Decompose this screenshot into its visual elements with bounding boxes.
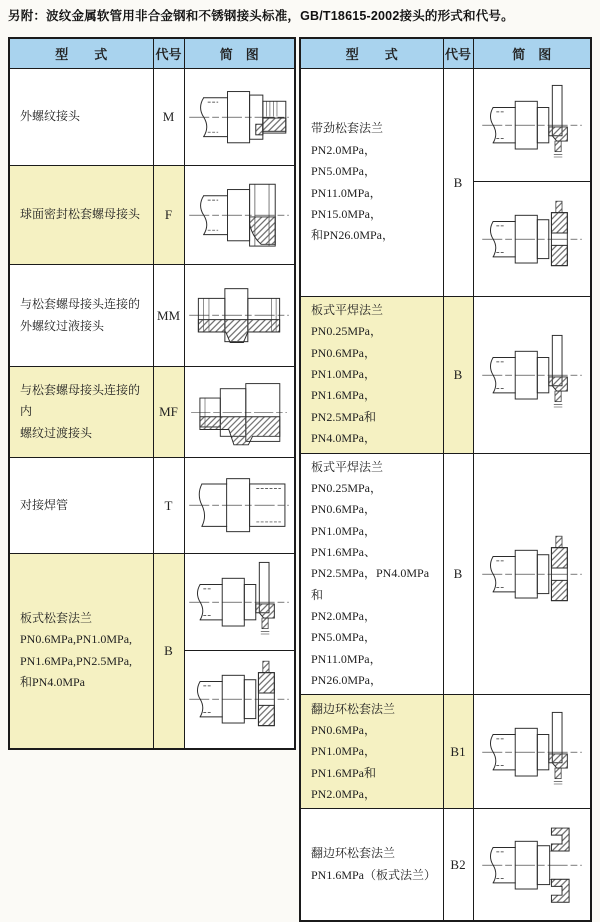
fitting-type-cell <box>300 69 443 297</box>
right-fittings-table <box>299 37 592 922</box>
fitting-type-line: 板式平焊法兰 <box>311 459 384 474</box>
diagram-cell <box>184 367 295 458</box>
diagram-cell <box>184 69 295 166</box>
column-header-diagram: 简 图 <box>184 38 295 69</box>
column-header-diagram: 简 图 <box>473 38 591 69</box>
page-title: 另附：波纹金属软管用非合金钢和不锈钢接头标准，GB/T18615-2002接头的形式和代号。 <box>8 9 514 23</box>
diagram-flange-section <box>479 195 585 283</box>
fitting-code-cell: MM <box>153 265 184 367</box>
fitting-type-line: PN11.0MPa，PN15.0MPa， <box>311 185 383 221</box>
fitting-type-cell <box>300 297 443 454</box>
fitting-type-line: 外螺纹接头 <box>20 109 81 124</box>
fitting-type-cell <box>9 265 153 367</box>
fitting-code-cell: F <box>153 166 184 265</box>
diagram-cell <box>184 458 295 554</box>
fitting-type-cell <box>9 367 153 458</box>
fitting-type-line: PN0.25MPa，PN0.6MPa， <box>311 480 383 517</box>
fitting-type-cell <box>9 458 153 554</box>
fitting-type-line: PN1.0MPa，PN1.6MPa、 <box>311 523 377 559</box>
diagram-nipple-male-female <box>188 370 290 455</box>
fitting-type-line: 对接焊管 <box>20 497 69 512</box>
fitting-code-cell: B <box>443 297 473 454</box>
fitting-code-cell: MF <box>153 367 184 458</box>
diagram-flange-section <box>479 530 585 618</box>
column-header-code: 代号 <box>153 38 184 69</box>
fitting-type-line: PN1.6MPa（板式法兰） <box>311 867 437 882</box>
diagram-cell <box>184 265 295 367</box>
fitting-code-cell: B1 <box>443 695 473 809</box>
diagram-flange-plate <box>186 558 292 646</box>
diagram-flange-plate <box>479 708 585 796</box>
fitting-type-cell <box>9 69 153 166</box>
diagram-cell <box>473 297 591 454</box>
fitting-type-cell <box>9 554 153 749</box>
diagram-butt-weld <box>186 461 292 549</box>
fitting-code-cell: B <box>443 69 473 297</box>
fitting-type-line: PN2.0MPa，PN5.0MPa， <box>311 609 377 645</box>
fitting-type-line: PN0.6MPa，PN1.0MPa， <box>311 722 377 759</box>
fitting-type-line: 外螺纹过液接头 <box>20 318 105 333</box>
fitting-code-cell: M <box>153 69 184 166</box>
fitting-type-line: PN11.0MPa，PN26.0MPa， <box>311 651 383 688</box>
column-header-type: 型 式 <box>9 38 153 69</box>
fitting-type-cell <box>300 453 443 695</box>
fitting-code-cell: B <box>153 554 184 749</box>
diagram-cell <box>184 651 295 749</box>
diagram-cell <box>184 554 295 651</box>
fitting-type-line: 与松套螺母接头连接的内 <box>20 382 141 419</box>
fitting-type-cell <box>300 695 443 809</box>
fitting-type-line: PN1.6MPa,PN2.5MPa, <box>20 653 133 668</box>
fitting-code-cell: T <box>153 458 184 554</box>
left-fittings-table <box>8 37 296 750</box>
diagram-flange-flanged-ring <box>479 821 585 909</box>
fitting-type-line: PN0.25MPa，PN0.6MPa， <box>311 324 383 360</box>
fitting-type-line: PN2.5MPa和PN4.0MPa， <box>311 409 377 446</box>
fitting-type-line: 和PN4.0MPa <box>20 675 86 690</box>
diagram-nipple-male-male <box>186 271 292 359</box>
diagram-cell <box>184 166 295 265</box>
fitting-type-line: 板式松套法兰 <box>20 611 93 626</box>
fitting-type-line: 与松套螺母接头连接的 <box>20 297 141 312</box>
diagram-flange-plate <box>479 81 585 169</box>
fitting-type-line: 翻边环松套法兰 <box>311 701 396 716</box>
fitting-type-line: 球面密封松套螺母接头 <box>20 207 141 222</box>
diagram-cell <box>473 182 591 297</box>
fitting-type-line: PN1.6MPa和PN2.0MPa， <box>311 765 377 801</box>
fitting-type-line: PN2.5MPa，PN4.0MPa和 <box>311 566 430 602</box>
fitting-code-cell: B2 <box>443 809 473 921</box>
fitting-type-line: 螺纹过渡接头 <box>20 425 93 440</box>
fitting-type-line: PN2.0MPa，PN5.0MPa， <box>311 142 377 179</box>
diagram-male-thread <box>186 73 292 161</box>
fitting-type-line: 和PN26.0MPa， <box>311 228 395 243</box>
fitting-type-line: 带劲松套法兰 <box>311 121 384 136</box>
fitting-type-line: 板式平焊法兰 <box>311 303 384 317</box>
fitting-code-cell: B <box>443 453 473 695</box>
fitting-type-cell <box>300 809 443 921</box>
fitting-type-line: PN1.0MPa，PN1.6MPa， <box>311 367 377 403</box>
fitting-type-line: PN0.6MPa,PN1.0MPa, <box>20 632 133 647</box>
fitting-type-line: 翻边环松套法兰 <box>311 846 396 861</box>
diagram-flange-section <box>186 655 292 743</box>
diagram-cell <box>473 695 591 809</box>
diagram-flange-plate <box>479 331 585 419</box>
diagram-cell <box>473 453 591 695</box>
diagram-cell <box>473 69 591 182</box>
diagram-cell <box>473 809 591 921</box>
diagram-union-nut <box>186 171 292 259</box>
column-header-type: 型 式 <box>300 38 443 69</box>
column-header-code: 代号 <box>443 38 473 69</box>
fitting-type-cell <box>9 166 153 265</box>
